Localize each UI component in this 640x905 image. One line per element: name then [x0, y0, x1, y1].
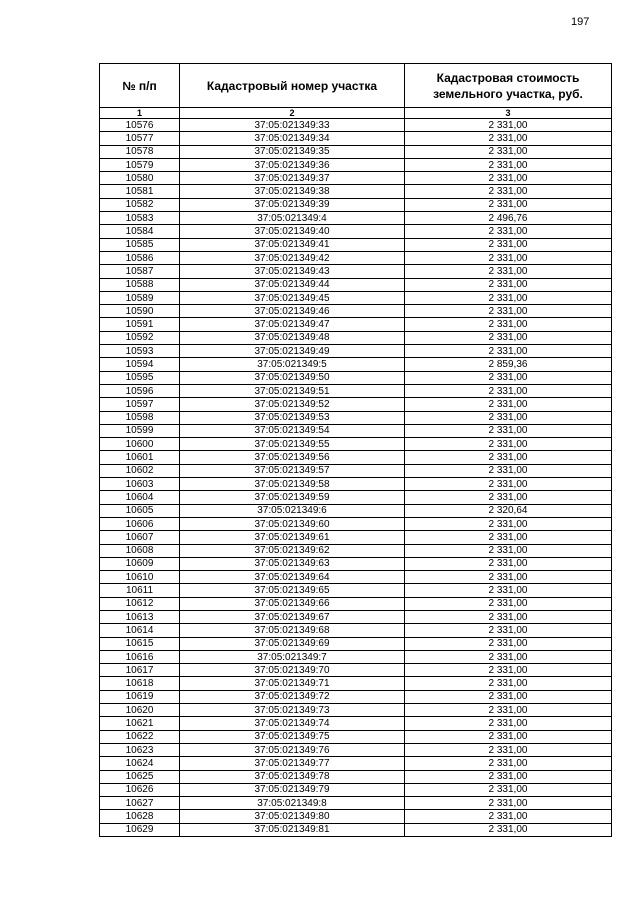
cadastral-value-cell: 2 331,00 [405, 225, 612, 238]
row-number-cell: 10602 [100, 464, 180, 477]
cadastral-value-cell: 2 331,00 [405, 318, 612, 331]
cadastral-value-cell: 2 331,00 [405, 438, 612, 451]
header-row-number: № п/п [100, 64, 180, 108]
page-number: 197 [571, 16, 590, 28]
cadastral-value-cell: 2 331,00 [405, 238, 612, 251]
cadastral-value-cell: 2 331,00 [405, 743, 612, 756]
cadastral-number-cell: 37:05:021349:45 [180, 291, 405, 304]
row-number-cell: 10600 [100, 438, 180, 451]
column-number-1: 1 [100, 108, 180, 119]
cadastral-number-cell: 37:05:021349:39 [180, 198, 405, 211]
table-row [100, 544, 612, 557]
cadastral-value-cell: 2 331,00 [405, 770, 612, 783]
row-number-cell: 10585 [100, 238, 180, 251]
cadastral-value-cell: 2 331,00 [405, 384, 612, 397]
row-number-cell: 10603 [100, 478, 180, 491]
cadastral-number-cell: 37:05:021349:56 [180, 451, 405, 464]
cadastral-value-cell: 2 331,00 [405, 650, 612, 663]
row-number-cell: 10614 [100, 624, 180, 637]
table-row [100, 810, 612, 823]
cadastral-value-cell: 2 331,00 [405, 610, 612, 623]
cadastral-value-cell: 2 331,00 [405, 265, 612, 278]
cadastral-value-cell: 2 331,00 [405, 411, 612, 424]
cadastral-number-cell: 37:05:021349:72 [180, 690, 405, 703]
table-row [100, 371, 612, 384]
cadastral-value-cell: 2 331,00 [405, 251, 612, 264]
row-number-cell: 10615 [100, 637, 180, 650]
cadastral-value-cell: 2 331,00 [405, 451, 612, 464]
row-number-cell: 10589 [100, 291, 180, 304]
table-row [100, 823, 612, 836]
cadastral-value-cell: 2 331,00 [405, 398, 612, 411]
table-row [100, 185, 612, 198]
row-number-cell: 10616 [100, 650, 180, 663]
row-number-cell: 10587 [100, 265, 180, 278]
table-body [100, 119, 612, 837]
cadastral-number-cell: 37:05:021349:59 [180, 491, 405, 504]
table-row [100, 610, 612, 623]
table-row [100, 584, 612, 597]
cadastral-value-table [99, 63, 612, 837]
table-row [100, 650, 612, 663]
row-number-cell: 10609 [100, 557, 180, 570]
table-row [100, 291, 612, 304]
table-row [100, 305, 612, 318]
table-row [100, 730, 612, 743]
row-number-cell: 10592 [100, 331, 180, 344]
cadastral-value-cell: 2 331,00 [405, 172, 612, 185]
cadastral-number-cell: 37:05:021349:80 [180, 810, 405, 823]
row-number-cell: 10608 [100, 544, 180, 557]
cadastral-number-cell: 37:05:021349:5 [180, 358, 405, 371]
cadastral-number-cell: 37:05:021349:7 [180, 650, 405, 663]
cadastral-number-cell: 37:05:021349:67 [180, 610, 405, 623]
cadastral-number-cell: 37:05:021349:68 [180, 624, 405, 637]
cadastral-number-cell: 37:05:021349:41 [180, 238, 405, 251]
cadastral-value-cell: 2 331,00 [405, 132, 612, 145]
row-number-cell: 10604 [100, 491, 180, 504]
table-row [100, 132, 612, 145]
cadastral-number-cell: 37:05:021349:4 [180, 212, 405, 225]
row-number-cell: 10629 [100, 823, 180, 836]
table-row [100, 119, 612, 132]
table-row [100, 318, 612, 331]
table-row [100, 225, 612, 238]
row-number-cell: 10610 [100, 571, 180, 584]
table-row [100, 597, 612, 610]
table-row [100, 504, 612, 517]
row-number-cell: 10622 [100, 730, 180, 743]
cadastral-number-cell: 37:05:021349:47 [180, 318, 405, 331]
cadastral-value-cell: 2 331,00 [405, 331, 612, 344]
table-row [100, 398, 612, 411]
table-row [100, 677, 612, 690]
table-row [100, 624, 612, 637]
cadastral-number-cell: 37:05:021349:73 [180, 704, 405, 717]
cadastral-value-cell: 2 331,00 [405, 677, 612, 690]
table-row [100, 557, 612, 570]
table-row [100, 424, 612, 437]
table-row [100, 743, 612, 756]
cadastral-number-cell: 37:05:021349:65 [180, 584, 405, 597]
row-number-cell: 10624 [100, 757, 180, 770]
row-number-cell: 10580 [100, 172, 180, 185]
cadastral-value-cell: 2 331,00 [405, 757, 612, 770]
cadastral-value-cell: 2 331,00 [405, 690, 612, 703]
table-row [100, 265, 612, 278]
cadastral-number-cell: 37:05:021349:76 [180, 743, 405, 756]
cadastral-number-cell: 37:05:021349:75 [180, 730, 405, 743]
row-number-cell: 10584 [100, 225, 180, 238]
cadastral-value-cell: 2 496,76 [405, 212, 612, 225]
header-cadastral-value: Кадастровая стоимость земельного участка, руб. [405, 64, 612, 108]
table-row [100, 637, 612, 650]
cadastral-number-cell: 37:05:021349:46 [180, 305, 405, 318]
table-row [100, 384, 612, 397]
table-row [100, 411, 612, 424]
row-number-cell: 10612 [100, 597, 180, 610]
table-row [100, 438, 612, 451]
cadastral-value-cell: 2 331,00 [405, 810, 612, 823]
cadastral-value-cell: 2 331,00 [405, 664, 612, 677]
row-number-cell: 10598 [100, 411, 180, 424]
cadastral-number-cell: 37:05:021349:49 [180, 345, 405, 358]
row-number-cell: 10588 [100, 278, 180, 291]
table-row [100, 783, 612, 796]
cadastral-number-cell: 37:05:021349:35 [180, 145, 405, 158]
cadastral-value-cell: 2 331,00 [405, 704, 612, 717]
cadastral-number-cell: 37:05:021349:36 [180, 158, 405, 171]
row-number-cell: 10605 [100, 504, 180, 517]
cadastral-value-cell: 2 331,00 [405, 345, 612, 358]
row-number-cell: 10613 [100, 610, 180, 623]
cadastral-number-cell: 37:05:021349:77 [180, 757, 405, 770]
cadastral-number-cell: 37:05:021349:81 [180, 823, 405, 836]
cadastral-value-cell: 2 331,00 [405, 797, 612, 810]
cadastral-number-cell: 37:05:021349:43 [180, 265, 405, 278]
row-number-cell: 10621 [100, 717, 180, 730]
cadastral-number-cell: 37:05:021349:66 [180, 597, 405, 610]
cadastral-number-cell: 37:05:021349:74 [180, 717, 405, 730]
row-number-cell: 10590 [100, 305, 180, 318]
cadastral-number-cell: 37:05:021349:78 [180, 770, 405, 783]
cadastral-number-cell: 37:05:021349:6 [180, 504, 405, 517]
row-number-cell: 10596 [100, 384, 180, 397]
cadastral-number-cell: 37:05:021349:50 [180, 371, 405, 384]
cadastral-value-cell: 2 331,00 [405, 624, 612, 637]
table-row [100, 770, 612, 783]
row-number-cell: 10597 [100, 398, 180, 411]
cadastral-number-cell: 37:05:021349:37 [180, 172, 405, 185]
cadastral-value-cell: 2 331,00 [405, 464, 612, 477]
cadastral-value-cell: 2 331,00 [405, 730, 612, 743]
table-row [100, 690, 612, 703]
table-row [100, 358, 612, 371]
row-number-cell: 10594 [100, 358, 180, 371]
row-number-cell: 10617 [100, 664, 180, 677]
table-row [100, 331, 612, 344]
table-row [100, 238, 612, 251]
row-number-cell: 10579 [100, 158, 180, 171]
cadastral-value-cell: 2 331,00 [405, 478, 612, 491]
table-row [100, 198, 612, 211]
cadastral-value-cell: 2 331,00 [405, 305, 612, 318]
cadastral-number-cell: 37:05:021349:61 [180, 531, 405, 544]
row-number-cell: 10620 [100, 704, 180, 717]
cadastral-number-cell: 37:05:021349:62 [180, 544, 405, 557]
column-number-3: 3 [405, 108, 612, 119]
cadastral-value-cell: 2 331,00 [405, 584, 612, 597]
cadastral-number-cell: 37:05:021349:58 [180, 478, 405, 491]
cadastral-number-cell: 37:05:021349:53 [180, 411, 405, 424]
table-row [100, 251, 612, 264]
cadastral-value-cell: 2 859,36 [405, 358, 612, 371]
table-row [100, 478, 612, 491]
cadastral-number-cell: 37:05:021349:55 [180, 438, 405, 451]
table-row [100, 278, 612, 291]
row-number-cell: 10593 [100, 345, 180, 358]
cadastral-value-cell: 2 331,00 [405, 185, 612, 198]
cadastral-value-cell: 2 331,00 [405, 783, 612, 796]
cadastral-value-cell: 2 331,00 [405, 597, 612, 610]
column-number-row [100, 108, 612, 119]
cadastral-number-cell: 37:05:021349:34 [180, 132, 405, 145]
row-number-cell: 10606 [100, 517, 180, 530]
cadastral-value-cell: 2 331,00 [405, 531, 612, 544]
cadastral-value-cell: 2 331,00 [405, 158, 612, 171]
row-number-cell: 10625 [100, 770, 180, 783]
cadastral-value-cell: 2 331,00 [405, 371, 612, 384]
table-row [100, 212, 612, 225]
cadastral-number-cell: 37:05:021349:79 [180, 783, 405, 796]
table-row [100, 491, 612, 504]
row-number-cell: 10611 [100, 584, 180, 597]
row-number-cell: 10582 [100, 198, 180, 211]
table-row [100, 797, 612, 810]
cadastral-value-cell: 2 331,00 [405, 517, 612, 530]
cadastral-number-cell: 37:05:021349:42 [180, 251, 405, 264]
cadastral-value-cell: 2 331,00 [405, 491, 612, 504]
table-row [100, 158, 612, 171]
cadastral-value-cell: 2 320,64 [405, 504, 612, 517]
cadastral-value-cell: 2 331,00 [405, 717, 612, 730]
cadastral-number-cell: 37:05:021349:40 [180, 225, 405, 238]
row-number-cell: 10578 [100, 145, 180, 158]
row-number-cell: 10576 [100, 119, 180, 132]
header-cadastral-number: Кадастровый номер участка [180, 64, 405, 108]
row-number-cell: 10607 [100, 531, 180, 544]
cadastral-number-cell: 37:05:021349:57 [180, 464, 405, 477]
cadastral-value-cell: 2 331,00 [405, 557, 612, 570]
cadastral-number-cell: 37:05:021349:38 [180, 185, 405, 198]
cadastral-number-cell: 37:05:021349:70 [180, 664, 405, 677]
cadastral-value-cell: 2 331,00 [405, 278, 612, 291]
cadastral-value-cell: 2 331,00 [405, 291, 612, 304]
cadastral-number-cell: 37:05:021349:51 [180, 384, 405, 397]
row-number-cell: 10623 [100, 743, 180, 756]
table-row [100, 464, 612, 477]
cadastral-number-cell: 37:05:021349:33 [180, 119, 405, 132]
row-number-cell: 10581 [100, 185, 180, 198]
row-number-cell: 10599 [100, 424, 180, 437]
row-number-cell: 10618 [100, 677, 180, 690]
cadastral-value-cell: 2 331,00 [405, 571, 612, 584]
cadastral-number-cell: 37:05:021349:60 [180, 517, 405, 530]
table-row [100, 704, 612, 717]
row-number-cell: 10627 [100, 797, 180, 810]
cadastral-number-cell: 37:05:021349:64 [180, 571, 405, 584]
cadastral-number-cell: 37:05:021349:54 [180, 424, 405, 437]
table-row [100, 571, 612, 584]
row-number-cell: 10619 [100, 690, 180, 703]
table-row [100, 757, 612, 770]
cadastral-number-cell: 37:05:021349:44 [180, 278, 405, 291]
cadastral-value-cell: 2 331,00 [405, 424, 612, 437]
cadastral-number-cell: 37:05:021349:69 [180, 637, 405, 650]
cadastral-number-cell: 37:05:021349:48 [180, 331, 405, 344]
cadastral-number-cell: 37:05:021349:52 [180, 398, 405, 411]
row-number-cell: 10595 [100, 371, 180, 384]
cadastral-value-cell: 2 331,00 [405, 823, 612, 836]
cadastral-value-cell: 2 331,00 [405, 544, 612, 557]
column-number-2: 2 [180, 108, 405, 119]
row-number-cell: 10586 [100, 251, 180, 264]
row-number-cell: 10601 [100, 451, 180, 464]
table-header-row [100, 64, 612, 108]
table-row [100, 531, 612, 544]
row-number-cell: 10626 [100, 783, 180, 796]
row-number-cell: 10583 [100, 212, 180, 225]
cadastral-value-cell: 2 331,00 [405, 119, 612, 132]
table-row [100, 517, 612, 530]
row-number-cell: 10628 [100, 810, 180, 823]
cadastral-value-cell: 2 331,00 [405, 145, 612, 158]
row-number-cell: 10591 [100, 318, 180, 331]
table-row [100, 172, 612, 185]
table-row [100, 664, 612, 677]
row-number-cell: 10577 [100, 132, 180, 145]
table-row [100, 145, 612, 158]
table-row [100, 345, 612, 358]
cadastral-number-cell: 37:05:021349:63 [180, 557, 405, 570]
cadastral-number-cell: 37:05:021349:71 [180, 677, 405, 690]
cadastral-number-cell: 37:05:021349:8 [180, 797, 405, 810]
cadastral-value-cell: 2 331,00 [405, 637, 612, 650]
table-row [100, 451, 612, 464]
table-row [100, 717, 612, 730]
cadastral-value-cell: 2 331,00 [405, 198, 612, 211]
